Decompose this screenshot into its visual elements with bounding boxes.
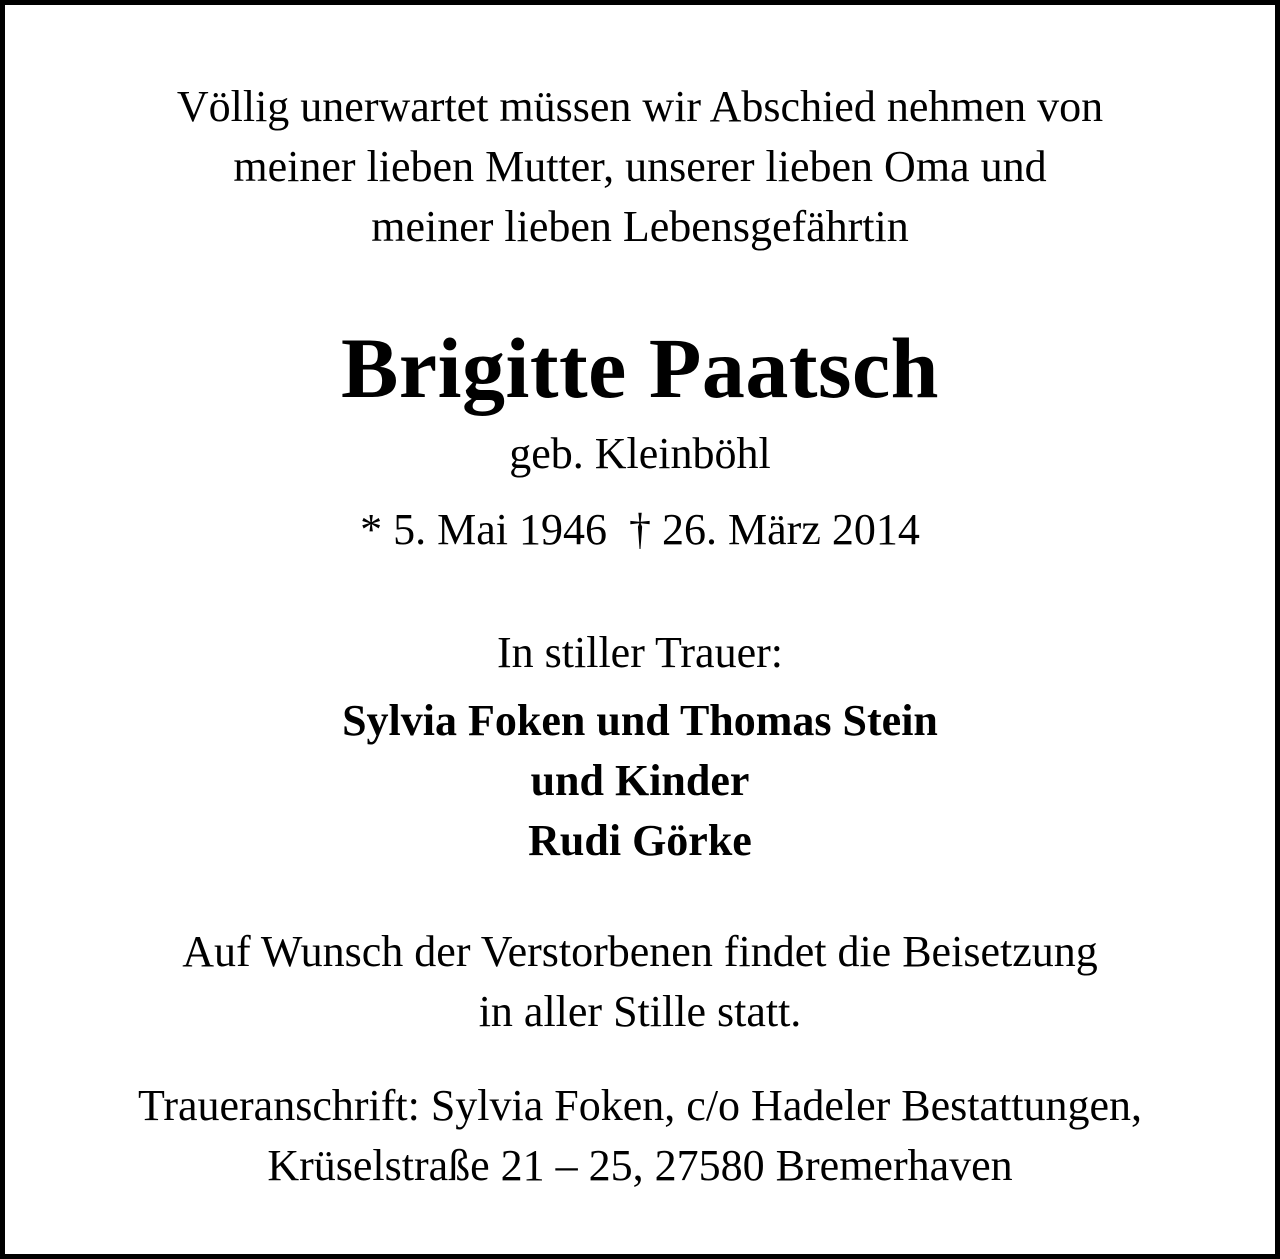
burial-line-2: in aller Stille statt. xyxy=(478,987,802,1036)
mourner-line-3: Rudi Görke xyxy=(528,816,752,865)
intro-line-1: Völlig unerwartet müssen wir Abschied nehmen von xyxy=(176,82,1104,131)
mourning-label: In stiller Trauer: xyxy=(497,628,783,677)
birth-date: * 5. Mai 1946 xyxy=(360,505,608,554)
maiden-name: geb. Kleinböhl xyxy=(509,429,771,478)
address-line-2: Krüselstraße 21 – 25, 27580 Bremerhaven xyxy=(267,1141,1013,1190)
address-line-1: Traueranschrift: Sylvia Foken, c/o Hadeler Bestattungen, xyxy=(137,1081,1143,1130)
burial-line-1: Auf Wunsch der Verstorbenen findet die Beisetzung xyxy=(182,927,1098,976)
mourner-line-1: Sylvia Foken und Thomas Stein xyxy=(342,696,938,745)
death-date: † 26. März 2014 xyxy=(629,505,920,554)
intro-line-3: meiner lieben Lebensgefährtin xyxy=(371,202,909,251)
deceased-name: Brigitte Paatsch xyxy=(341,320,939,416)
mourner-line-2: und Kinder xyxy=(530,756,750,805)
life-dates xyxy=(5,502,1275,558)
intro-line-2: meiner lieben Mutter, unserer lieben Oma und xyxy=(233,142,1047,191)
